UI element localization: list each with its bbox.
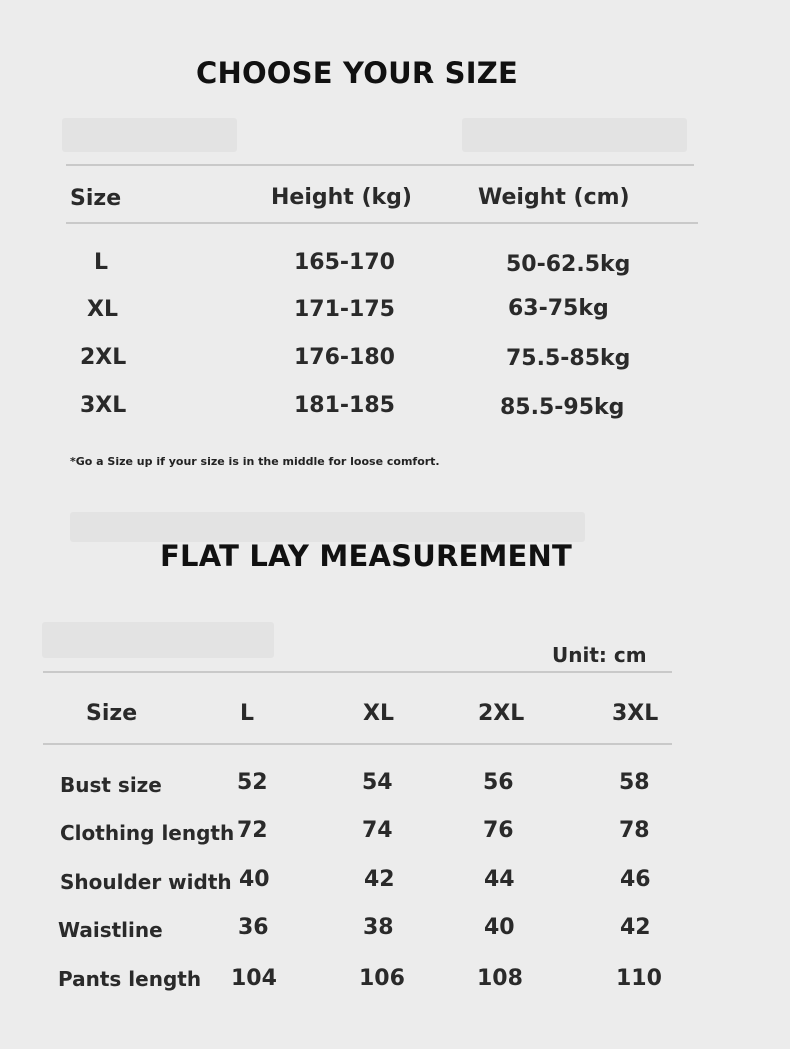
measure-label: Shoulder width bbox=[60, 870, 232, 894]
header-l: L bbox=[240, 701, 255, 726]
measure-value: 72 bbox=[237, 818, 268, 843]
height-cell: 181-185 bbox=[294, 393, 395, 418]
background-smudge bbox=[42, 622, 274, 658]
header-size: Size bbox=[86, 701, 138, 726]
header-weight: Weight (cm) bbox=[478, 185, 630, 210]
measure-value: 108 bbox=[477, 966, 523, 991]
measure-value: 44 bbox=[484, 867, 515, 892]
table-rule-top bbox=[66, 164, 694, 166]
height-cell: 176-180 bbox=[294, 345, 395, 370]
flat-lay-title: FLAT LAY MEASUREMENT bbox=[160, 539, 573, 573]
header-height: Height (kg) bbox=[271, 185, 412, 210]
measure-value: 106 bbox=[359, 966, 405, 991]
background-smudge bbox=[62, 118, 237, 152]
measure-value: 54 bbox=[362, 770, 393, 795]
header-3xl: 3XL bbox=[612, 701, 659, 726]
measure-label: Bust size bbox=[60, 773, 162, 797]
size-chart-title: CHOOSE YOUR SIZE bbox=[196, 56, 518, 90]
weight-cell: 50-62.5kg bbox=[506, 252, 631, 277]
background-smudge bbox=[462, 118, 687, 152]
background-smudge bbox=[70, 512, 585, 542]
measure-value: 78 bbox=[619, 818, 650, 843]
height-cell: 165-170 bbox=[294, 250, 395, 275]
measure-value: 104 bbox=[231, 966, 277, 991]
measure-value: 42 bbox=[364, 867, 395, 892]
header-size: Size bbox=[70, 186, 122, 211]
measure-value: 74 bbox=[362, 818, 393, 843]
sizing-note: *Go a Size up if your size is in the middle for loose comfort. bbox=[70, 455, 440, 468]
measure-value: 76 bbox=[483, 818, 514, 843]
weight-cell: 63-75kg bbox=[508, 296, 609, 321]
measure-label: Waistline bbox=[58, 918, 163, 942]
measure-value: 36 bbox=[238, 915, 269, 940]
measure-value: 38 bbox=[363, 915, 394, 940]
table-rule-header bbox=[66, 222, 698, 224]
measure-value: 110 bbox=[616, 966, 662, 991]
measure-label: Clothing length bbox=[60, 821, 235, 845]
weight-cell: 75.5-85kg bbox=[506, 346, 631, 371]
table-rule-top bbox=[43, 671, 672, 673]
measure-label: Pants length bbox=[58, 967, 202, 991]
measure-value: 42 bbox=[620, 915, 651, 940]
header-2xl: 2XL bbox=[478, 701, 525, 726]
measure-value: 46 bbox=[620, 867, 651, 892]
measure-value: 56 bbox=[483, 770, 514, 795]
measure-value: 52 bbox=[237, 770, 268, 795]
size-cell: 2XL bbox=[80, 345, 127, 370]
table-rule-header bbox=[43, 743, 672, 745]
height-cell: 171-175 bbox=[294, 297, 395, 322]
header-xl: XL bbox=[363, 701, 394, 726]
measure-value: 40 bbox=[484, 915, 515, 940]
unit-label: Unit: cm bbox=[552, 643, 647, 667]
measure-value: 40 bbox=[239, 867, 270, 892]
size-cell: L bbox=[94, 250, 109, 275]
size-cell: 3XL bbox=[80, 393, 127, 418]
size-cell: XL bbox=[87, 297, 118, 322]
weight-cell: 85.5-95kg bbox=[500, 395, 625, 420]
measure-value: 58 bbox=[619, 770, 650, 795]
